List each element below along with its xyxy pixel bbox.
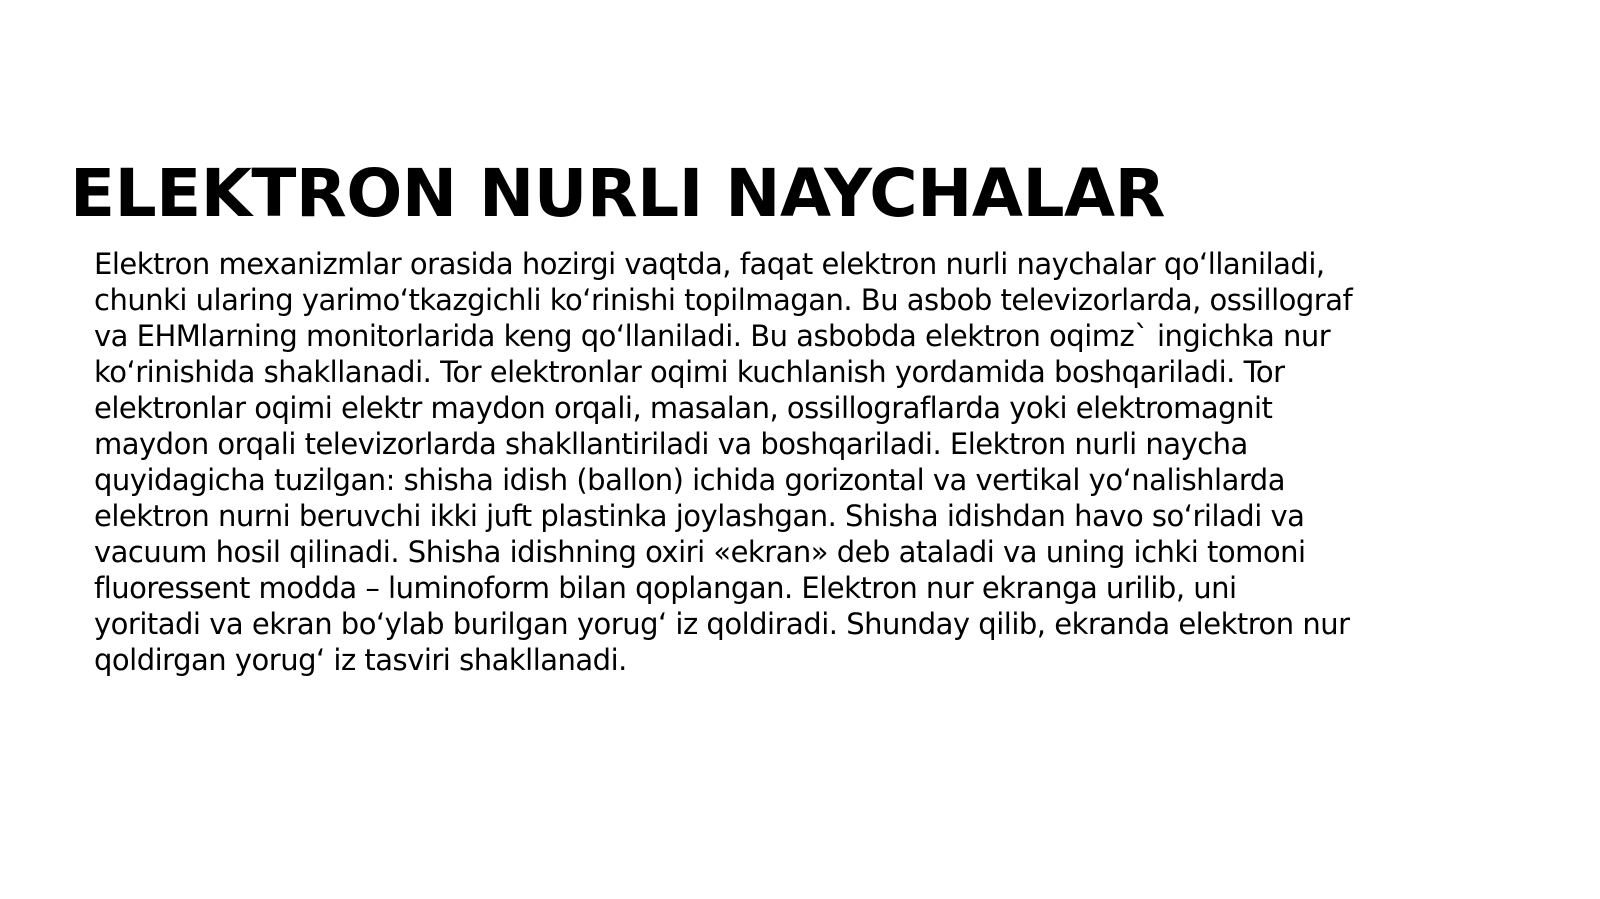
body-line: va EHMlarning monitorlarida keng qo‘llaniladi. Bu asbobda elektron oqimz` ingichka nur xyxy=(94,319,1331,353)
body-line: Elektron mexanizmlar orasida hozirgi vaqtda, faqat elektron nurli naychalar qo‘llaniladi, xyxy=(94,247,1325,281)
body-line: elektronlar oqimi elektr maydon orqali, masalan, ossillograflarda yoki elektromagnit xyxy=(94,391,1273,425)
body-line: vacuum hosil qilinadi. Shisha idishning oxiri «ekran» deb ataladi va uning ichki tomoni xyxy=(94,535,1306,569)
body-line: maydon orqali televizorlarda shakllantiriladi va boshqariladi. Elektron nurli naycha xyxy=(94,427,1248,461)
body-line: chunki ularing yarimo‘tkazgichli ko‘rinishi topilmagan. Bu asbob televizorlarda, ossillograf xyxy=(94,283,1353,317)
body-line: elektron nurni beruvchi ikki juft plastinka joylashgan. Shisha idishdan havo so‘riladi va xyxy=(94,499,1305,533)
body-line: ko‘rinishida shakllanadi. Tor elektronlar oqimi kuchlanish yordamida boshqariladi. Tor xyxy=(94,355,1285,389)
body-line: quyidagicha tuzilgan: shisha idish (ballon) ichida gorizontal va vertikal yo‘nalishlarda xyxy=(94,463,1285,497)
slide-body-text xyxy=(94,246,1514,678)
body-line: qoldirgan yorug‘ iz tasviri shakllanadi. xyxy=(94,643,627,677)
slide-title: ELEKTRON NURLI NAYCHALAR xyxy=(70,155,1165,232)
body-line: fluoressent modda – luminoform bilan qoplangan. Elektron nur ekranga urilib, uni xyxy=(94,571,1237,605)
body-line: yoritadi va ekran bo‘ylab burilgan yorug‘ iz qoldiradi. Shunday qilib, ekranda elektron nur xyxy=(94,607,1350,641)
